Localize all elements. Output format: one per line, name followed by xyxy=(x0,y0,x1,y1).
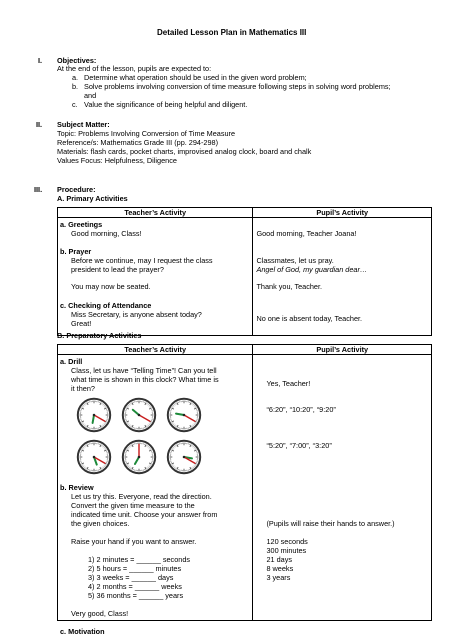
prayer-pupil-line: Angel of God, my guardian dear… xyxy=(256,265,367,274)
review-question: 5) 36 months = ______ years xyxy=(88,591,183,600)
review-answer: 120 seconds xyxy=(266,537,307,546)
subject-line: Topic: Problems Involving Conversion of Time Measure xyxy=(57,129,235,138)
attendance-label: c. Checking of Attendance xyxy=(60,301,151,310)
clock-center xyxy=(183,456,186,459)
review-answer: 8 weeks xyxy=(266,564,293,573)
objective-text: and xyxy=(84,91,96,100)
section-number-objectives: I. xyxy=(38,56,42,65)
review-teacher-line: Convert the given time measure to the xyxy=(71,501,195,510)
review-question: 2) 5 hours = ______ minutes xyxy=(88,564,181,573)
raise-hand-pupil: (Pupils will raise their hands to answer.) xyxy=(266,519,394,528)
drill-teacher-line: it then? xyxy=(71,384,95,393)
review-question: 1) 2 minutes = ______ seconds xyxy=(88,555,190,564)
prayer-pupil: Classmates, let us pray. xyxy=(256,256,333,265)
col-header-teacher: Teacher’s Activity xyxy=(58,345,253,355)
prayer-teacher-line: president to lead the prayer? xyxy=(71,265,164,274)
review-teacher-line: Let us try this. Everyone, read the direction. xyxy=(71,492,212,501)
review-teacher-line: indicated time unit. Choose your answer from xyxy=(71,510,217,519)
review-label: b. Review xyxy=(60,483,94,492)
attendance-teacher-line: Miss Secretary, is anyone absent today? xyxy=(71,310,202,319)
clock-icon xyxy=(165,439,203,475)
review-answer: 3 years xyxy=(266,573,290,582)
objective-letter: c. xyxy=(72,100,78,109)
raise-hand-teacher: Raise your hand if you want to answer. xyxy=(71,537,196,546)
clock-icon xyxy=(120,397,158,433)
col-header-pupil: Pupil’s Activity xyxy=(253,208,432,218)
review-answer: 300 minutes xyxy=(266,546,306,555)
seated-teacher: You may now be seated. xyxy=(71,282,151,291)
section-number-procedure: III. xyxy=(34,185,42,194)
greetings-pupil: Good morning, Teacher Joana! xyxy=(256,229,356,238)
primary-activities-heading: A. Primary Activities xyxy=(57,194,128,203)
objective-text: Determine what operation should be used in the given word problem; xyxy=(84,73,307,82)
procedure-heading: Procedure: xyxy=(57,185,96,194)
drill-pupil-answers: “5:20”, “7:00”, “3:20” xyxy=(266,441,331,450)
subject-line: Reference/s: Mathematics Grade III (pp. 294-298) xyxy=(57,138,218,147)
clock-icon xyxy=(75,439,113,475)
preparatory-activities-heading: B. Preparatory Activities xyxy=(57,331,142,340)
review-question: 4) 2 months = ______ weeks xyxy=(88,582,182,591)
seated-pupil: Thank you, Teacher. xyxy=(256,282,322,291)
attendance-teacher-line: Great! xyxy=(71,319,91,328)
motivation-label: c. Motivation xyxy=(60,627,105,636)
teacher-activity-cell xyxy=(58,355,253,621)
objective-letter: a. xyxy=(72,73,78,82)
pupil-activity-cell xyxy=(253,218,432,336)
page-title: Detailed Lesson Plan in Mathematics III xyxy=(157,28,306,37)
clock-center xyxy=(138,456,141,459)
prayer-teacher-line: Before we continue, may I request the class xyxy=(71,256,213,265)
clock-center xyxy=(183,414,186,417)
section-number-subject: II. xyxy=(36,120,42,129)
drill-teacher-line: Class, let us have “Telling Time”! Can you tell xyxy=(71,366,217,375)
drill-teacher-line: what time is shown in this clock? What time is xyxy=(71,375,219,384)
clock-icon xyxy=(165,397,203,433)
objective-text: Solve problems involving conversion of time measure following steps in solving word problems; xyxy=(84,82,391,91)
drill-label: a. Drill xyxy=(60,357,82,366)
attendance-pupil: No one is absent today, Teacher. xyxy=(256,314,362,323)
review-question: 3) 3 weeks = ______ days xyxy=(88,573,173,582)
primary-activities-table xyxy=(57,207,432,336)
greetings-teacher: Good morning, Class! xyxy=(71,229,142,238)
prayer-label: b. Prayer xyxy=(60,247,91,256)
pupil-activity-cell xyxy=(253,355,432,621)
clock-icon xyxy=(120,439,158,475)
greetings-label: a. Greetings xyxy=(60,220,102,229)
subject-line: Values Focus: Helpfulness, Diligence xyxy=(57,156,177,165)
objective-letter: b. xyxy=(72,82,78,91)
objectives-intro: At the end of the lesson, pupils are expected to: xyxy=(57,64,211,73)
clock-center xyxy=(93,414,96,417)
drill-pupil: Yes, Teacher! xyxy=(266,379,310,388)
subject-heading: Subject Matter: xyxy=(57,120,110,129)
subject-line: Materials: flash cards, pocket charts, improvised analog clock, board and chalk xyxy=(57,147,311,156)
col-header-pupil: Pupil’s Activity xyxy=(253,345,432,355)
clock-center xyxy=(93,456,96,459)
drill-pupil-answers: “6:20”, “10:20”, “9:20” xyxy=(266,405,335,414)
clock-icon xyxy=(75,397,113,433)
review-teacher-line: the given choices. xyxy=(71,519,129,528)
teacher-activity-cell xyxy=(58,218,253,336)
objective-text: Value the significance of being helpful and diligent. xyxy=(84,100,247,109)
objectives-heading: Objectives: xyxy=(57,56,96,65)
col-header-teacher: Teacher’s Activity xyxy=(58,208,253,218)
clock-center xyxy=(138,414,141,417)
preparatory-activities-table xyxy=(57,344,432,621)
very-good-teacher: Very good, Class! xyxy=(71,609,128,618)
review-answer: 21 days xyxy=(266,555,292,564)
